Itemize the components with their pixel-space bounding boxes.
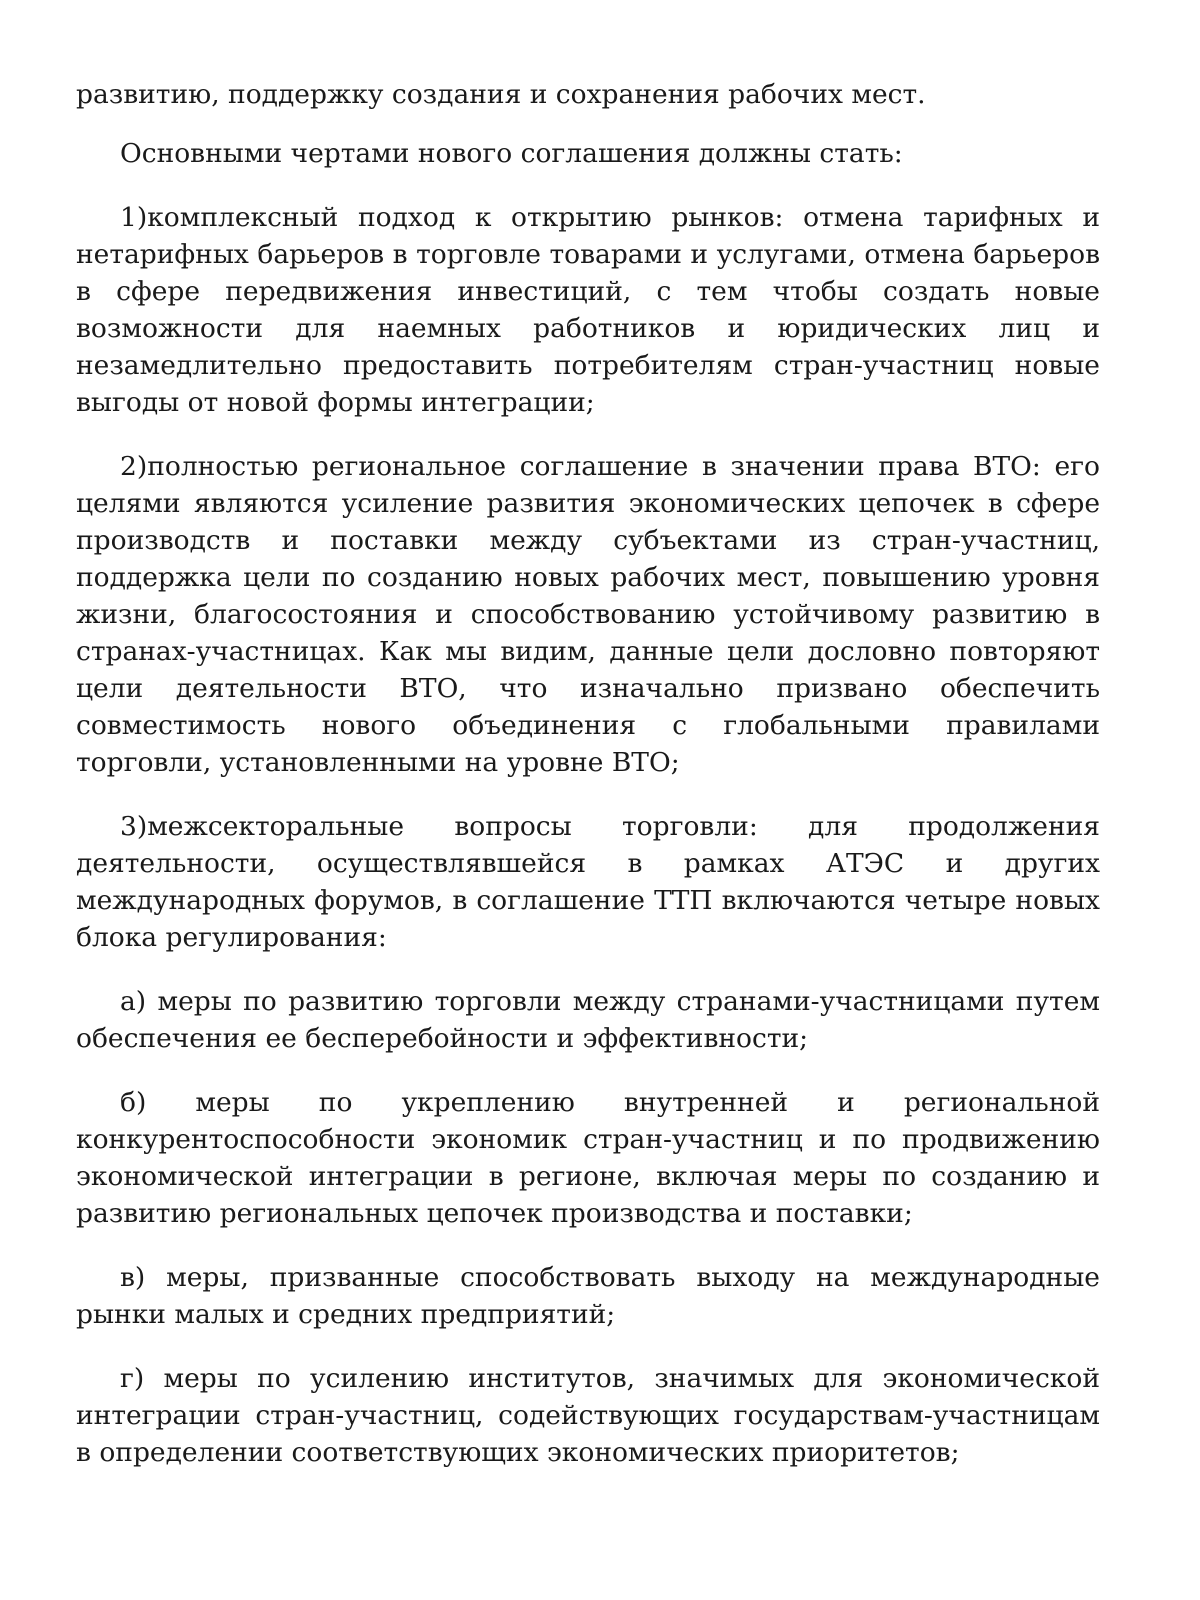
paragraph-continuation: развитию, поддержку создания и сохранения рабочих мест. [76, 79, 926, 110]
paragraph-item-1: 1)комплексный подход к открытию рынков: отмена тарифных и нетарифных барьеров в торговле товарами и услугами, отмена барьеров в сфере передвижения инвестиций, с тем чтобы создать новые возможности для наемных работников и юридических лиц и незамедлительно предоставить потребителям стран-участниц новые выгоды от новой формы интеграции; [76, 202, 1100, 418]
paragraph-subitem-a: а) меры по развитию торговли между странами-участницами путем обеспечения ее бесперебойности и эффективности; [76, 986, 1100, 1054]
paragraph-subitem-b: б) меры по укреплению внутренней и региональной конкурентоспособности экономик стран-участниц и по продвижению экономической интеграции в регионе, включая меры по созданию и развитию региональных цепочек производства и поставки; [76, 1087, 1100, 1229]
paragraph-intro: Основными чертами нового соглашения должны стать: [120, 138, 903, 169]
paragraph-subitem-v: в) меры, призванные способствовать выходу на международные рынки малых и средних предприятий; [76, 1262, 1100, 1330]
paragraph-item-2: 2)полностью региональное соглашение в значении права ВТО: его целями являются усиление развития экономических цепочек в сфере производств и поставки между субъектами из стран-участниц, поддержка цели по созданию новых рабочих мест, повышению уровня жизни, благосостояния и способствованию устойчивому развитию в странах-участницах. Как мы видим, данные цели дословно повторяют цели деятельности ВТО, что изначально призвано обеспечить совместимость нового объединения с глобальными правилами торговли, установленными на уровне ВТО; [76, 451, 1100, 778]
paragraph-subitem-g: г) меры по усилению институтов, значимых для экономической интеграции стран-участниц, содействующих государствам-участницам в определении соответствующих экономических приоритетов; [76, 1363, 1100, 1468]
paragraph-item-3: 3)межсекторальные вопросы торговли: для продолжения деятельности, осуществлявшейся в рамках АТЭС и других международных форумов, в соглашение ТТП включаются четыре новых блока регулирования: [76, 811, 1100, 953]
